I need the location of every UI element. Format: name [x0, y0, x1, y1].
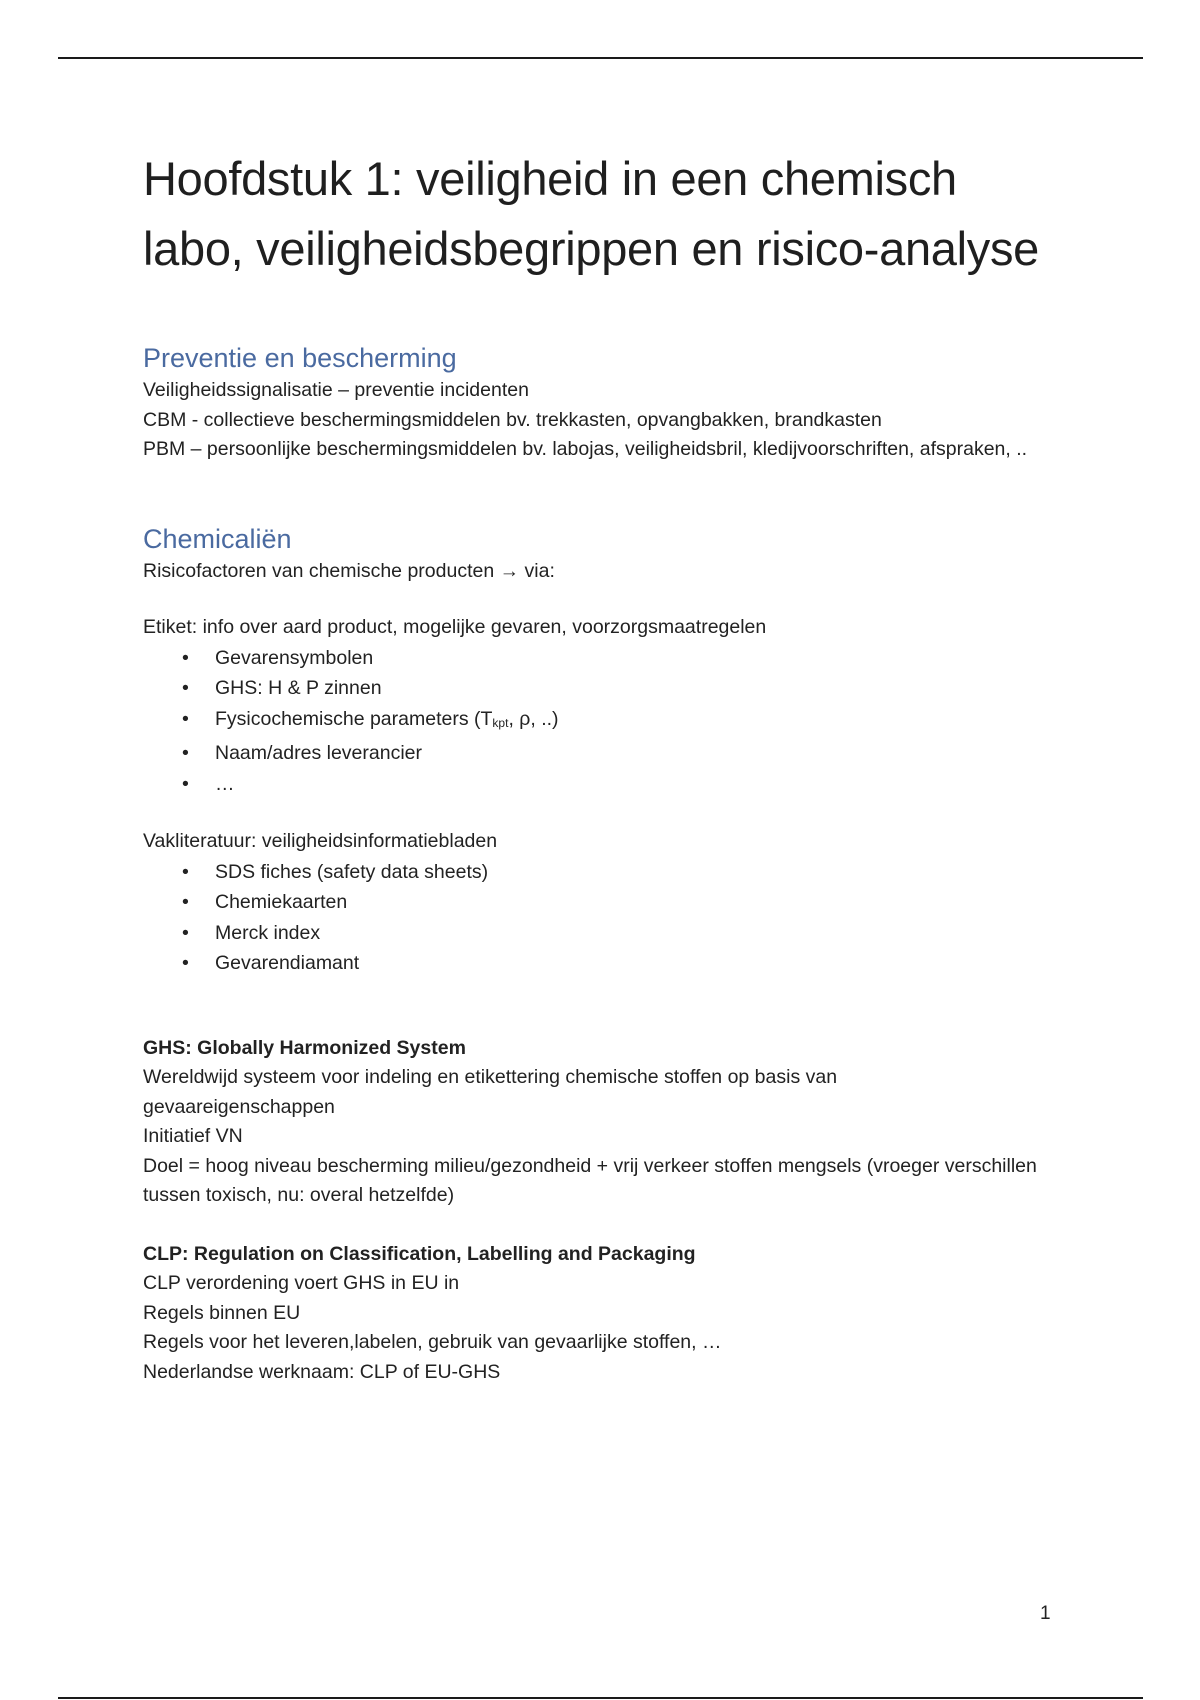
footer-rule: [58, 1697, 1143, 1699]
clp-line: Nederlandse werknaam: CLP of EU-GHS: [143, 1360, 501, 1383]
page-title: Hoofdstuk 1: veiligheid in een chemisch labo, veiligheidsbegrippen en risico-analyse: [143, 152, 1040, 275]
list-item: [143, 887, 1063, 918]
spacer: [143, 1211, 1063, 1240]
list-item: [143, 857, 1063, 888]
header-rule: [58, 57, 1143, 59]
spacer: [143, 465, 1063, 521]
bullet-icon: •: [182, 677, 189, 699]
etiket-list: [143, 643, 1063, 800]
bullet-icon: •: [182, 742, 189, 764]
ghs-heading: GHS: Globally Harmonized System: [143, 1036, 466, 1059]
list-item: [143, 643, 1063, 674]
ghs-line: Doel = hoog niveau bescherming milieu/gezondheid + vrij verkeer stoffen mengsels (vroeger verschillen tussen toxisch, nu: overal hetzelfde): [143, 1154, 1037, 1206]
clp-line: CLP verordening voert GHS in EU in: [143, 1272, 460, 1294]
list-item-text: Gevarensymbolen: [215, 646, 374, 669]
vakliteratuur-list: [143, 857, 1063, 979]
list-item: [143, 704, 1063, 739]
clp-heading: CLP: Regulation on Classification, Labelling and Packaging: [143, 1242, 696, 1265]
bullet-icon: •: [182, 772, 189, 795]
etiket-label: Etiket: info over aard product, mogelijke gevaren, voorzorgsmaatregelen: [143, 616, 767, 638]
clp-line: Regels binnen EU: [143, 1301, 301, 1324]
bullet-icon: •: [182, 891, 189, 913]
bullet-icon: •: [182, 860, 189, 883]
bullet-icon: •: [182, 707, 189, 730]
list-item: [143, 738, 1063, 769]
section-heading-preventie: Preventie en bescherming: [143, 343, 457, 373]
clp-line: Regels voor het leveren,labelen, gebruik van gevaarlijke stoffen, …: [143, 1331, 722, 1353]
list-item: [143, 918, 1063, 949]
preventie-line: CBM - collectieve beschermingsmiddelen bv. trekkasten, opvangbakken, brandkasten: [143, 408, 882, 431]
list-item-text: Chemiekaarten: [215, 891, 348, 913]
list-item-text: …: [215, 772, 235, 795]
list-item-text: Fysicochemische parameters (T: [215, 707, 493, 730]
page-content: [143, 144, 1063, 1387]
section-heading-chemicalien: Chemicaliën: [143, 523, 292, 554]
vakliteratuur-label: Vakliteratuur: veiligheidsinformatiebladen: [143, 830, 498, 852]
ghs-line: Initiatief VN: [143, 1125, 243, 1147]
spacer: [143, 284, 1063, 340]
preventie-line: Veiligheidssignalisatie – preventie incidenten: [143, 379, 529, 401]
list-item-text: Naam/adres leverancier: [215, 742, 423, 764]
ghs-line: Wereldwijd systeem voor indeling en etikettering chemische stoffen op basis van gevaareigenschappen: [143, 1066, 838, 1118]
list-item-text-rest: , ρ, ..): [508, 707, 559, 730]
page-number: 1: [1040, 1603, 1051, 1624]
preventie-line: PBM – persoonlijke beschermingsmiddelen bv. labojas, veiligheidsbril, kledijvoorschriften, afspraken, ..: [143, 438, 1028, 460]
subscript-kpt: kpt: [492, 715, 509, 730]
list-item: [143, 948, 1063, 979]
list-item-text: SDS fiches (safety data sheets): [215, 860, 489, 883]
bullet-icon: •: [182, 921, 189, 944]
list-item-text: Gevarendiamant: [215, 952, 360, 974]
list-item: [143, 769, 1063, 800]
spacer: [143, 586, 1063, 613]
list-item-text: GHS: H & P zinnen: [215, 677, 382, 699]
bullet-icon: •: [182, 952, 189, 974]
list-item-text: Merck index: [215, 921, 321, 944]
chemicalien-intro: Risicofactoren van chemische producten → via:: [143, 559, 555, 582]
spacer: [143, 979, 1063, 1034]
list-item: [143, 673, 1063, 704]
spacer: [143, 799, 1063, 827]
bullet-icon: •: [182, 646, 189, 669]
